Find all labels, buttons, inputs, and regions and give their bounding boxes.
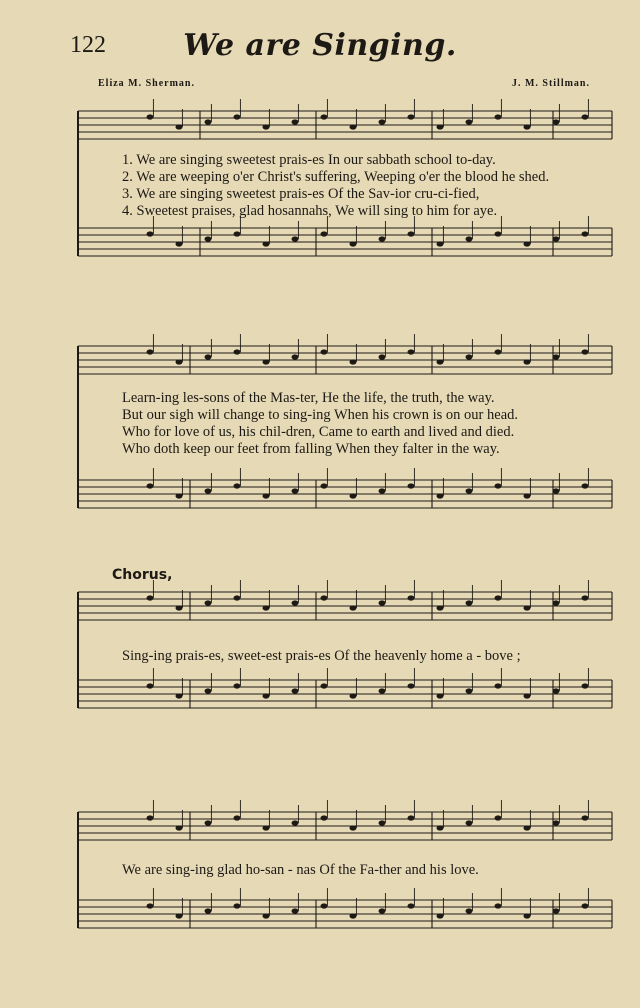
verse-block-1 [122,152,602,220]
verse-line-5: Learn-ing les-sons of the Mas-ter, He the life, the truth, the way. [122,390,495,406]
verse-line-4: 4. Sweetest praises, glad hosannahs, We will sing to him for aye. [122,203,498,219]
verse-line-7: Who for love of us, his chil-dren, Came to earth and lived and died. [122,424,515,440]
verse-line-8: Who doth keep our feet from falling When they falter in the way. [122,441,500,457]
verse-block-2 [122,390,602,458]
composer-credit: J. M. Stillman. [511,78,590,89]
verse-line-6: But our sigh will change to sing-ing When his crown is on our head. [122,407,519,423]
chorus-line-1: Sing-ing prais-es, sweet-est prais-es Of the heavenly home a - bove ; [122,648,521,664]
verse-line-1: 1. We are singing sweetest prais-es In our sabbath school to-day. [122,152,496,168]
verse-line-2: 2. We are weeping o'er Christ's suffering, Weeping o'er the blood he shed. [122,169,550,185]
verse-line-3: 3. We are singing sweetest prais-es Of the Sav-ior cru-ci-fied, [122,186,480,202]
chorus-line-2: We are sing-ing glad ho-san - nas Of the Fa-ther and his love. [122,862,479,878]
lyricist-credit: Eliza M. Sherman. [98,78,195,89]
chorus-label: Chorus, [112,567,173,583]
page-number: 122 [70,32,106,58]
hymn-title: We are Singing. [183,28,457,63]
